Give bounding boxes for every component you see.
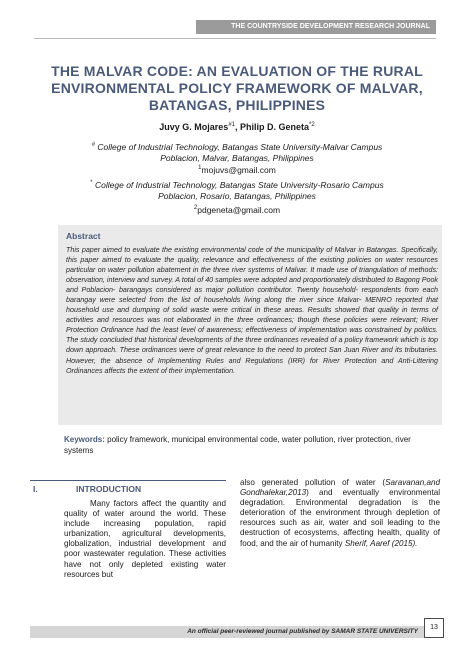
paper-title: THE MALVAR CODE: AN EVALUATION OF THE RURAL ENVIRONMENTAL POLICY FRAMEWORK OF MALVAR, BATANGAS, PHILIPPINES <box>51 63 423 113</box>
email-2 <box>30 205 444 215</box>
citation: Saravanan,and Gondhalekar,2013 <box>240 478 440 498</box>
author-line <box>30 122 444 132</box>
author-superscript: #1 <box>228 122 235 128</box>
intro-text: also generated pollution of water ( <box>240 478 386 487</box>
email-address: pdgeneta@gmail.com <box>197 205 281 215</box>
author-name: Philip D. Geneta <box>240 122 310 132</box>
email-1 <box>30 165 444 175</box>
affiliation-line: College of Industrial Technology, Batangas State University-Rosario Campus <box>95 179 384 190</box>
keywords-label: Keywords: <box>64 435 105 444</box>
affiliation-2 <box>30 178 444 203</box>
intro-paragraph: Many factors affect the quantity and quality of water around the world. These include increasing population, rapid urbanization, agricultural developments, globalization, industrial development and poor wastewater regulation. These activities have not only depleted existing water resources but <box>64 499 226 579</box>
intro-right-column <box>240 478 440 549</box>
author-separator: , <box>235 122 241 132</box>
keywords-text: policy framework, municipal environmental code, water pollution, river protection, river systems <box>64 435 411 455</box>
affiliation-1 <box>30 140 444 165</box>
section-number: I. <box>33 484 38 494</box>
abstract-heading: Abstract <box>66 231 101 241</box>
email-superscript: 1 <box>198 165 202 172</box>
section-title: INTRODUCTION <box>76 484 142 494</box>
affiliation-mark: # <box>91 142 96 148</box>
header-rule <box>34 38 436 39</box>
affiliation-line: Poblacion, Rosario, Batangas, Philippines <box>158 191 316 202</box>
page-number: 13 <box>424 618 444 638</box>
affiliation-mark: * <box>90 180 93 186</box>
author-name: Juvy G. Mojares <box>159 122 229 132</box>
footer-bar: An official peer-reviewed journal published by SAMAR STATE UNIVERSITY <box>30 626 424 638</box>
journal-header: THE COUNTRYSIDE DEVELOPMENT RESEARCH JOURNAL <box>196 20 436 34</box>
intro-text: ) and eventually environmental degradation. Environmental degradation is the deterioration of the environment through depletion of resources such as air, water and soil leading to the destruction of ecosystems, affecting health, quality of food, and the air of humanity <box>240 488 440 548</box>
affiliation-line: Poblacion, Malvar, Batangas, Philippines <box>160 153 314 164</box>
citation: Sherif, Aaref (2015). <box>344 538 418 548</box>
author-superscript: *2 <box>309 122 315 128</box>
section-rule <box>30 480 226 481</box>
intro-paragraph <box>240 478 440 549</box>
intro-left-column <box>64 499 226 580</box>
keywords <box>64 434 440 456</box>
abstract-text: This paper aimed to evaluate the existing environmental code of the municipality of Malvar in Batangas. Specifically, this paper aimed to evaluate the quality, relevance and effectiveness of the existing policies on water resources particular on water pollution abatement in the three river systems of Malvar. It made use of triangulation of methods: observation, interview and survey. A total of 40 samples were adopted and proportionately distributed to Bagong Pook and Poblacion- barangays considered as major pollution contributor. Twenty household- respondents from each barangay were selected from the list of households living along the river since Malvar- MENRO reported that household use and dumping of solid waste were critical in these areas. Results showed that quality in terms of activities and resources was not elaborated in the three ordinances; though these policies were relevant; River Protection Ordinance had the least level of awareness; effectiveness of implementation was constrained by politics. The study concluded that historical developments of the three ordinances revealed of a policy framework which is top down approach. These ordinances were of great relevance to the need to protect San Juan River and its tributaries. However, the absence of Implementing Rules and Regulations (IRR) for River Protection and Anti-Littering Ordinances affects the extent of their implementation. <box>66 246 438 375</box>
email-superscript: 2 <box>193 205 198 212</box>
email-address: mojuvs@gmail.com <box>201 165 276 175</box>
affiliation-line: College of Industrial Technology, Batangas State University-Malvar Campus <box>97 141 383 152</box>
